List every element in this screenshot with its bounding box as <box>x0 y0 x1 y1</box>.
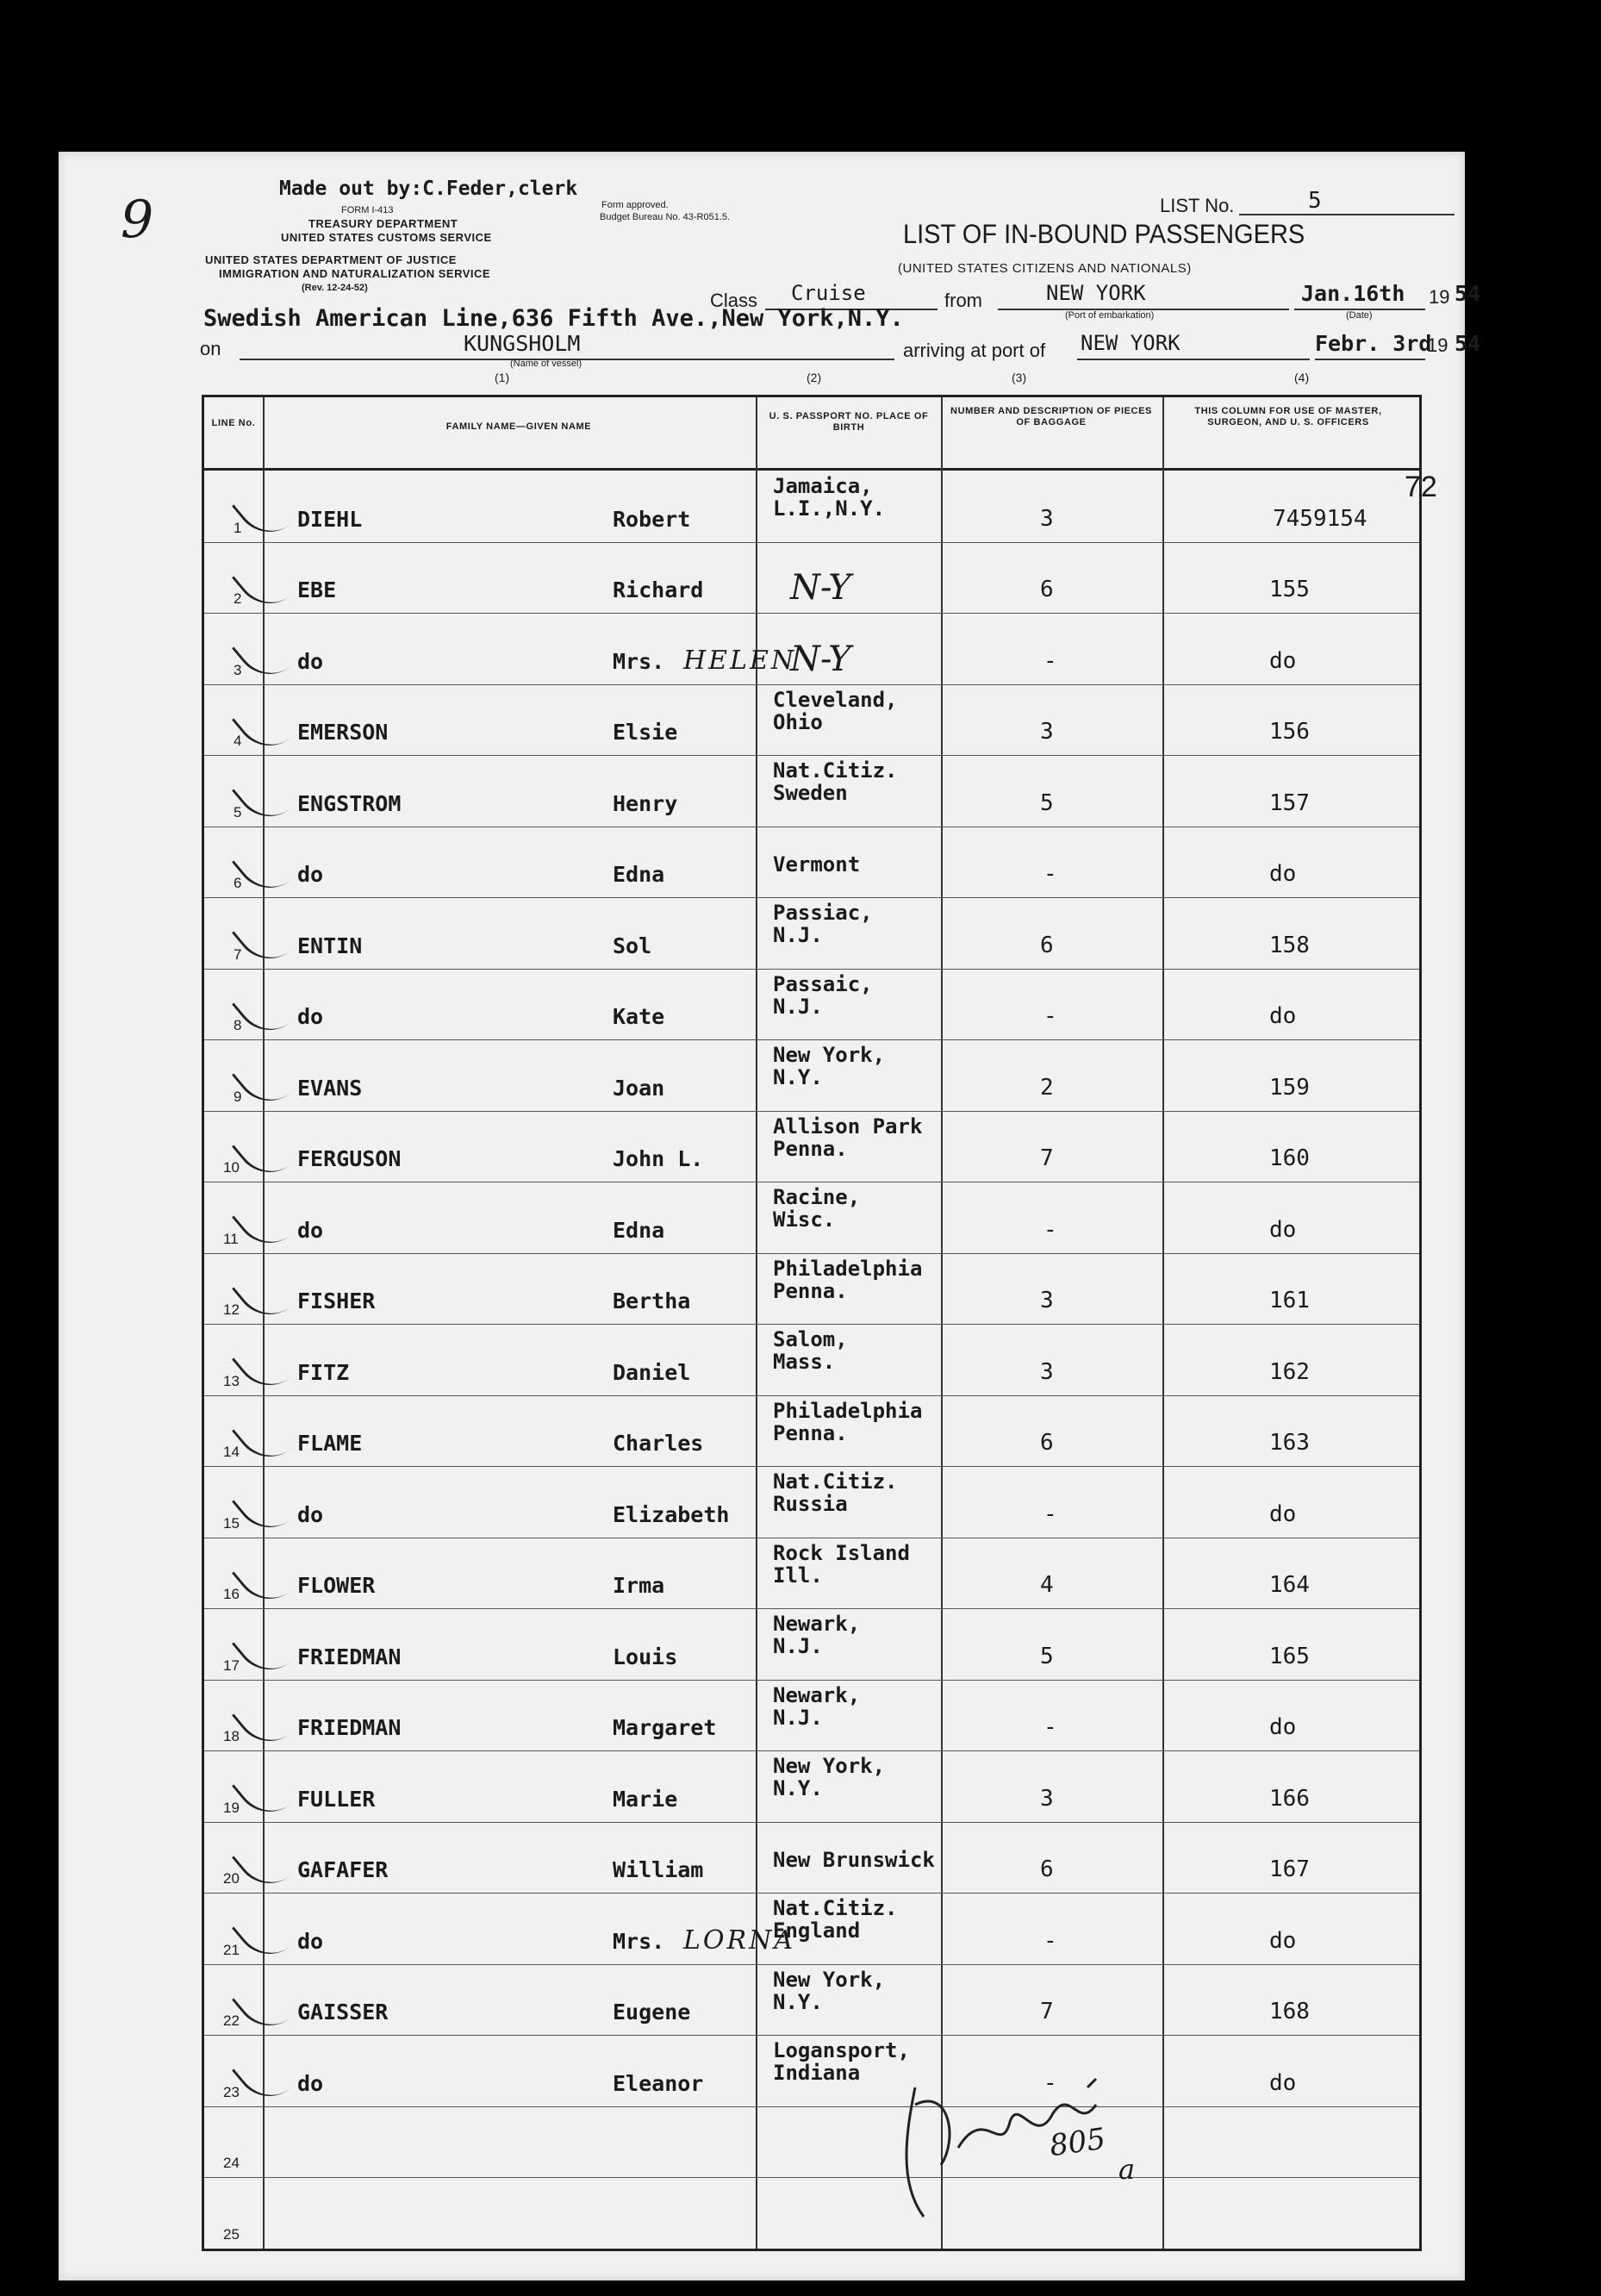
list-no-value: 5 <box>1239 188 1455 215</box>
officer-column-entry: 156 <box>1269 719 1310 745</box>
table-row <box>204 1466 1419 1538</box>
family-name: do <box>297 1004 324 1029</box>
place-of-birth-line-1: New York, <box>773 1043 886 1067</box>
given-name: Charles <box>613 1431 704 1456</box>
officer-column-entry: do <box>1269 861 1297 887</box>
officer-column-entry: 167 <box>1269 1856 1310 1882</box>
place-of-birth-line-1: Nat.Citiz. <box>773 758 898 783</box>
line-number: 6 <box>234 875 242 891</box>
place-of-birth-line-2: Wisc. <box>773 1207 836 1232</box>
family-name: do <box>297 648 324 674</box>
inspector-signature <box>881 2053 1174 2234</box>
list-title: LIST OF IN-BOUND PASSENGERS <box>903 219 1305 250</box>
baggage-count: 6 <box>1040 577 1054 602</box>
treasury-department: TREASURY DEPARTMENT <box>308 217 458 230</box>
place-of-birth-line-1: New York, <box>773 1967 886 1992</box>
given-name: Robert <box>613 506 691 532</box>
place-of-birth-line-1: New York, <box>773 1754 886 1778</box>
signature-suffix: a <box>1118 2153 1136 2186</box>
handwritten-given-name: LORNA <box>683 1925 796 1956</box>
family-name: FRIEDMAN <box>297 1644 402 1669</box>
given-name: Marie <box>613 1786 678 1812</box>
table-row <box>204 1395 1419 1467</box>
line-number: 7 <box>234 945 242 963</box>
table-row <box>204 542 1419 614</box>
line-number: 1 <box>234 519 242 536</box>
given-name: William <box>613 1857 704 1882</box>
table-row <box>204 1608 1419 1680</box>
budget-bureau: Budget Bureau No. 43-R051.5. <box>600 212 731 222</box>
place-of-birth-line-2: Ohio <box>773 709 823 734</box>
list-subtitle: (UNITED STATES CITIZENS AND NATIONALS) <box>898 261 1192 276</box>
officer-column-entry: 7459154 <box>1273 505 1367 532</box>
family-name: FERGUSON <box>297 1146 402 1171</box>
from-label: from <box>944 290 982 311</box>
place-of-birth-line-1: Logansport, <box>773 2038 910 2062</box>
family-name: FISHER <box>297 1288 376 1313</box>
place-of-birth-line-2: Sweden <box>773 781 848 805</box>
given-name: Richard <box>613 577 704 602</box>
table-row <box>204 1893 1419 1964</box>
line-number: 9 <box>234 1088 242 1105</box>
table-row <box>204 897 1419 969</box>
place-of-birth-line-1: Cleveland, <box>773 687 898 712</box>
baggage-count: 6 <box>1040 1430 1054 1456</box>
baggage-count: 7 <box>1040 1999 1054 2025</box>
table-row <box>204 1538 1419 1609</box>
baggage-count: - <box>1043 1927 1057 1954</box>
baggage-count: 6 <box>1040 1856 1054 1882</box>
baggage-count: 4 <box>1040 1572 1054 1598</box>
handwritten-given-name: HELEN <box>683 645 797 676</box>
officer-column-entry: do <box>1269 1927 1297 1954</box>
given-name: Margaret <box>613 1715 717 1740</box>
line-number: 2 <box>234 590 242 607</box>
family-name: DIEHL <box>297 506 363 532</box>
table-row <box>204 1750 1419 1822</box>
officer-column-entry: 155 <box>1269 577 1310 602</box>
baggage-count: - <box>1043 1216 1057 1243</box>
baggage-count: 7 <box>1040 1145 1054 1171</box>
baggage-count: 6 <box>1040 932 1054 958</box>
place-of-birth-line-1: Nat.Citiz. <box>773 1469 898 1494</box>
department-of-justice: UNITED STATES DEPARTMENT OF JUSTICE <box>205 253 457 266</box>
given-name: Elizabeth <box>613 1501 730 1527</box>
given-name: Daniel <box>613 1359 691 1385</box>
class-label: Class <box>710 290 758 311</box>
line-number: 20 <box>223 1870 240 1887</box>
line-number: 18 <box>223 1728 240 1744</box>
baggage-count: - <box>1043 1501 1057 1527</box>
header-baggage: NUMBER AND DESCRIPTION OF PIECES OF BAGGAGE <box>950 406 1152 427</box>
table-row <box>204 1253 1419 1325</box>
baggage-count: 3 <box>1040 505 1054 532</box>
place-of-birth-line-1: Newark, <box>773 1682 861 1707</box>
officer-column-entry: 161 <box>1269 1288 1310 1313</box>
baggage-count: 2 <box>1040 1074 1054 1101</box>
officer-column-entry: 166 <box>1269 1785 1310 1812</box>
arrival-date: Febr. 3rd <box>1315 331 1425 360</box>
table-row <box>204 755 1419 827</box>
given-name: Sol <box>613 933 652 958</box>
line-number: 12 <box>223 1301 240 1318</box>
family-name: do <box>297 1928 324 1954</box>
place-of-birth-line-1: Jamaica, <box>773 474 873 498</box>
from-value: NEW YORK <box>998 281 1289 310</box>
place-of-birth-line-1: Allison Park <box>773 1114 923 1139</box>
place-of-birth-line-1: Philadelphia <box>773 1398 923 1423</box>
place-of-birth-line-1: Passiac, <box>773 901 873 925</box>
given-name: Bertha <box>613 1288 691 1313</box>
vessel-label: (Name of vessel) <box>510 359 582 369</box>
line-number: 25 <box>223 2225 240 2243</box>
place-of-birth-line-1: Newark, <box>773 1612 861 1636</box>
place-of-birth-line-1: Nat.Citiz. <box>773 1896 898 1920</box>
family-name: FULLER <box>297 1786 376 1812</box>
arrival-year-prefix: 19 <box>1427 334 1448 356</box>
col-number-1: (1) <box>495 371 510 384</box>
shipping-line: Swedish American Line,636 Fifth Ave.,New York,N.Y. <box>203 305 904 332</box>
table-row <box>204 1680 1419 1751</box>
officer-column-entry: 164 <box>1269 1572 1310 1598</box>
place-of-birth-line-2: N.Y. <box>773 1065 823 1089</box>
header-passport: U. S. PASSPORT NO. PLACE OF BIRTH <box>769 411 929 433</box>
family-name: FLAME <box>297 1431 363 1456</box>
baggage-count: 3 <box>1040 1288 1054 1313</box>
table-row <box>204 1182 1419 1253</box>
place-of-birth-line-2: Russia <box>773 1492 848 1516</box>
line-number: 15 <box>223 1514 240 1532</box>
line-number: 23 <box>223 2083 240 2100</box>
date-value: Jan.16th <box>1294 281 1425 310</box>
family-name: ENGSTROM <box>297 790 402 816</box>
table-row <box>204 1964 1419 2036</box>
place-of-birth-line-2: Penna. <box>773 1420 848 1445</box>
arriving-label: arriving at port of <box>903 340 1046 361</box>
place-of-birth-line-2: N.Y. <box>773 1776 823 1800</box>
baggage-count: 5 <box>1040 1643 1054 1669</box>
officer-column-entry: 162 <box>1269 1358 1310 1385</box>
line-number: 21 <box>223 1941 240 1958</box>
corner-number: 72 <box>1405 471 1437 503</box>
header-officers: THIS COLUMN FOR USE OF MASTER, SURGEON, AND U. S. OFFICERS <box>1194 406 1382 427</box>
line-number: 3 <box>234 661 242 678</box>
given-name: Edna <box>613 1217 665 1243</box>
family-name: FITZ <box>297 1359 350 1385</box>
given-name: Eleanor <box>613 2070 704 2096</box>
place-of-birth-line-1: Philadelphia <box>773 1256 923 1281</box>
place-of-birth-line-2: Mass. <box>773 1350 836 1374</box>
officer-column-entry: 159 <box>1269 1074 1310 1101</box>
table-row <box>204 827 1419 898</box>
place-of-birth-line-2: New Brunswick <box>773 1847 935 1872</box>
officer-column-entry: do <box>1269 1501 1297 1527</box>
port-embark-label: (Port of embarkation) <box>1065 310 1155 321</box>
officer-column-entry: 168 <box>1269 1999 1310 2025</box>
given-name: Henry <box>613 790 678 816</box>
family-name: FRIEDMAN <box>297 1715 402 1740</box>
baggage-count: - <box>1043 1003 1057 1029</box>
revision-date: (Rev. 12-24-52) <box>302 283 368 293</box>
officer-column-entry: do <box>1269 1714 1297 1740</box>
passenger-table <box>202 395 1422 2251</box>
arrival-year: 54 <box>1455 331 1481 356</box>
table-row <box>204 1822 1419 1894</box>
given-name: Kate <box>613 1004 665 1029</box>
table-row <box>204 2035 1419 2106</box>
line-number: 22 <box>223 2012 240 2029</box>
made-out-by: Made out by:C.Feder,clerk <box>279 178 578 200</box>
arrival-port: NEW YORK <box>1077 331 1310 360</box>
line-number: 14 <box>223 1444 240 1460</box>
family-name: do <box>297 2070 324 2096</box>
given-name: Edna <box>613 862 665 887</box>
line-number: 8 <box>234 1017 242 1033</box>
family-name: EMERSON <box>297 720 389 745</box>
table-body <box>204 471 1419 2249</box>
line-number: 10 <box>223 1159 240 1176</box>
family-name: EBE <box>297 577 337 602</box>
place-of-birth-line-2: N-Y <box>790 568 851 608</box>
place-of-birth-line-2: N.Y. <box>773 1989 823 2014</box>
line-number: 24 <box>223 2155 240 2171</box>
table-row <box>204 969 1419 1040</box>
table-row <box>204 2177 1419 2249</box>
table-row <box>204 471 1419 542</box>
place-of-birth-line-1: Passaic, <box>773 971 873 996</box>
place-of-birth-line-2: L.I.,N.Y. <box>773 496 886 521</box>
given-name: John L. <box>613 1146 704 1171</box>
officer-column-entry: do <box>1269 1003 1297 1029</box>
officer-column-entry: 157 <box>1269 789 1310 816</box>
officer-column-entry: 163 <box>1269 1430 1310 1456</box>
col-number-2: (2) <box>807 371 822 384</box>
family-name: GAISSER <box>297 2000 389 2025</box>
given-name: Joan <box>613 1075 665 1101</box>
place-of-birth-line-1: Salom, <box>773 1327 848 1351</box>
header-name: FAMILY NAME—GIVEN NAME <box>445 421 592 432</box>
baggage-count: - <box>1043 647 1057 674</box>
list-no-label: LIST No. <box>1160 195 1235 216</box>
baggage-count: 5 <box>1040 789 1054 816</box>
baggage-count: 3 <box>1040 1785 1054 1812</box>
passenger-manifest-page <box>59 152 1481 2280</box>
table-row <box>204 684 1419 756</box>
customs-service: UNITED STATES CUSTOMS SERVICE <box>281 231 492 244</box>
place-of-birth-line-2: Indiana <box>773 2061 861 2085</box>
col-number-4: (4) <box>1294 371 1310 384</box>
given-name: Louis <box>613 1644 678 1669</box>
officer-column-entry: 165 <box>1269 1643 1310 1669</box>
place-of-birth-line-2: Penna. <box>773 1278 848 1303</box>
line-number: 4 <box>234 733 242 749</box>
place-of-birth-line-2: Penna. <box>773 1136 848 1161</box>
line-number: 19 <box>223 1799 240 1816</box>
table-row <box>204 1039 1419 1111</box>
given-name: Irma <box>613 1573 665 1598</box>
baggage-count: 3 <box>1040 1358 1054 1385</box>
place-of-birth-line-2: N.J. <box>773 1634 823 1658</box>
given-name: Elsie <box>613 720 678 745</box>
place-of-birth-line-2: N.J. <box>773 923 823 947</box>
baggage-count: - <box>1043 2069 1057 2096</box>
baggage-count: - <box>1043 1714 1057 1740</box>
class-value: Cruise <box>765 281 938 310</box>
col-number-3: (3) <box>1012 371 1027 384</box>
family-name: do <box>297 862 324 887</box>
officer-column-entry: 160 <box>1269 1145 1310 1171</box>
place-of-birth-line-1: Racine, <box>773 1185 861 1209</box>
on-label: on <box>200 338 221 359</box>
family-name: do <box>297 1501 324 1527</box>
table-row <box>204 2106 1419 2178</box>
place-of-birth-line-2: England <box>773 1919 861 1943</box>
table-row <box>204 1111 1419 1182</box>
place-of-birth-line-2: N-Y <box>790 639 851 679</box>
family-name: GAFAFER <box>297 1857 389 1882</box>
line-number: 5 <box>234 803 242 820</box>
family-name: ENTIN <box>297 933 363 958</box>
officer-column-entry: do <box>1269 647 1297 674</box>
immigration-service: IMMIGRATION AND NATURALIZATION SERVICE <box>219 267 491 280</box>
date-label: (Date) <box>1346 310 1373 321</box>
officer-column-entry: do <box>1269 2069 1297 2096</box>
year-value: 54 <box>1455 281 1481 306</box>
margin-mark: 9 <box>121 190 154 250</box>
year-prefix: 19 <box>1429 286 1450 308</box>
line-number: 16 <box>223 1586 240 1602</box>
table-header <box>204 397 1419 471</box>
vessel-name: KUNGSHOLM <box>240 331 894 360</box>
given-name: Mrs. <box>613 648 665 674</box>
place-of-birth-line-2: N.J. <box>773 1705 823 1730</box>
place-of-birth-line-2: Ill. <box>773 1563 823 1588</box>
line-number: 11 <box>223 1230 239 1247</box>
officer-column-entry: 158 <box>1269 932 1310 958</box>
form-approved: Form approved. <box>601 200 669 210</box>
baggage-count: 3 <box>1040 719 1054 745</box>
place-of-birth-line-2: N.J. <box>773 994 823 1019</box>
family-name: FLOWER <box>297 1573 376 1598</box>
officer-column-entry: do <box>1269 1216 1297 1243</box>
place-of-birth-line-1: Rock Island <box>773 1540 910 1565</box>
family-name: EVANS <box>297 1075 363 1101</box>
place-of-birth-line-2: Vermont <box>773 852 861 877</box>
baggage-count: - <box>1043 861 1057 887</box>
table-row <box>204 1324 1419 1395</box>
table-row <box>204 613 1419 684</box>
given-name: Eugene <box>613 2000 691 2025</box>
line-number: 13 <box>223 1372 240 1389</box>
given-name: Mrs. <box>613 1928 665 1954</box>
signature-note: 805 <box>1047 2121 1108 2164</box>
header-line-no: LINE No. <box>211 418 256 428</box>
form-number: FORM I-413 <box>341 205 394 215</box>
family-name: do <box>297 1217 324 1243</box>
line-number: 17 <box>223 1656 240 1674</box>
